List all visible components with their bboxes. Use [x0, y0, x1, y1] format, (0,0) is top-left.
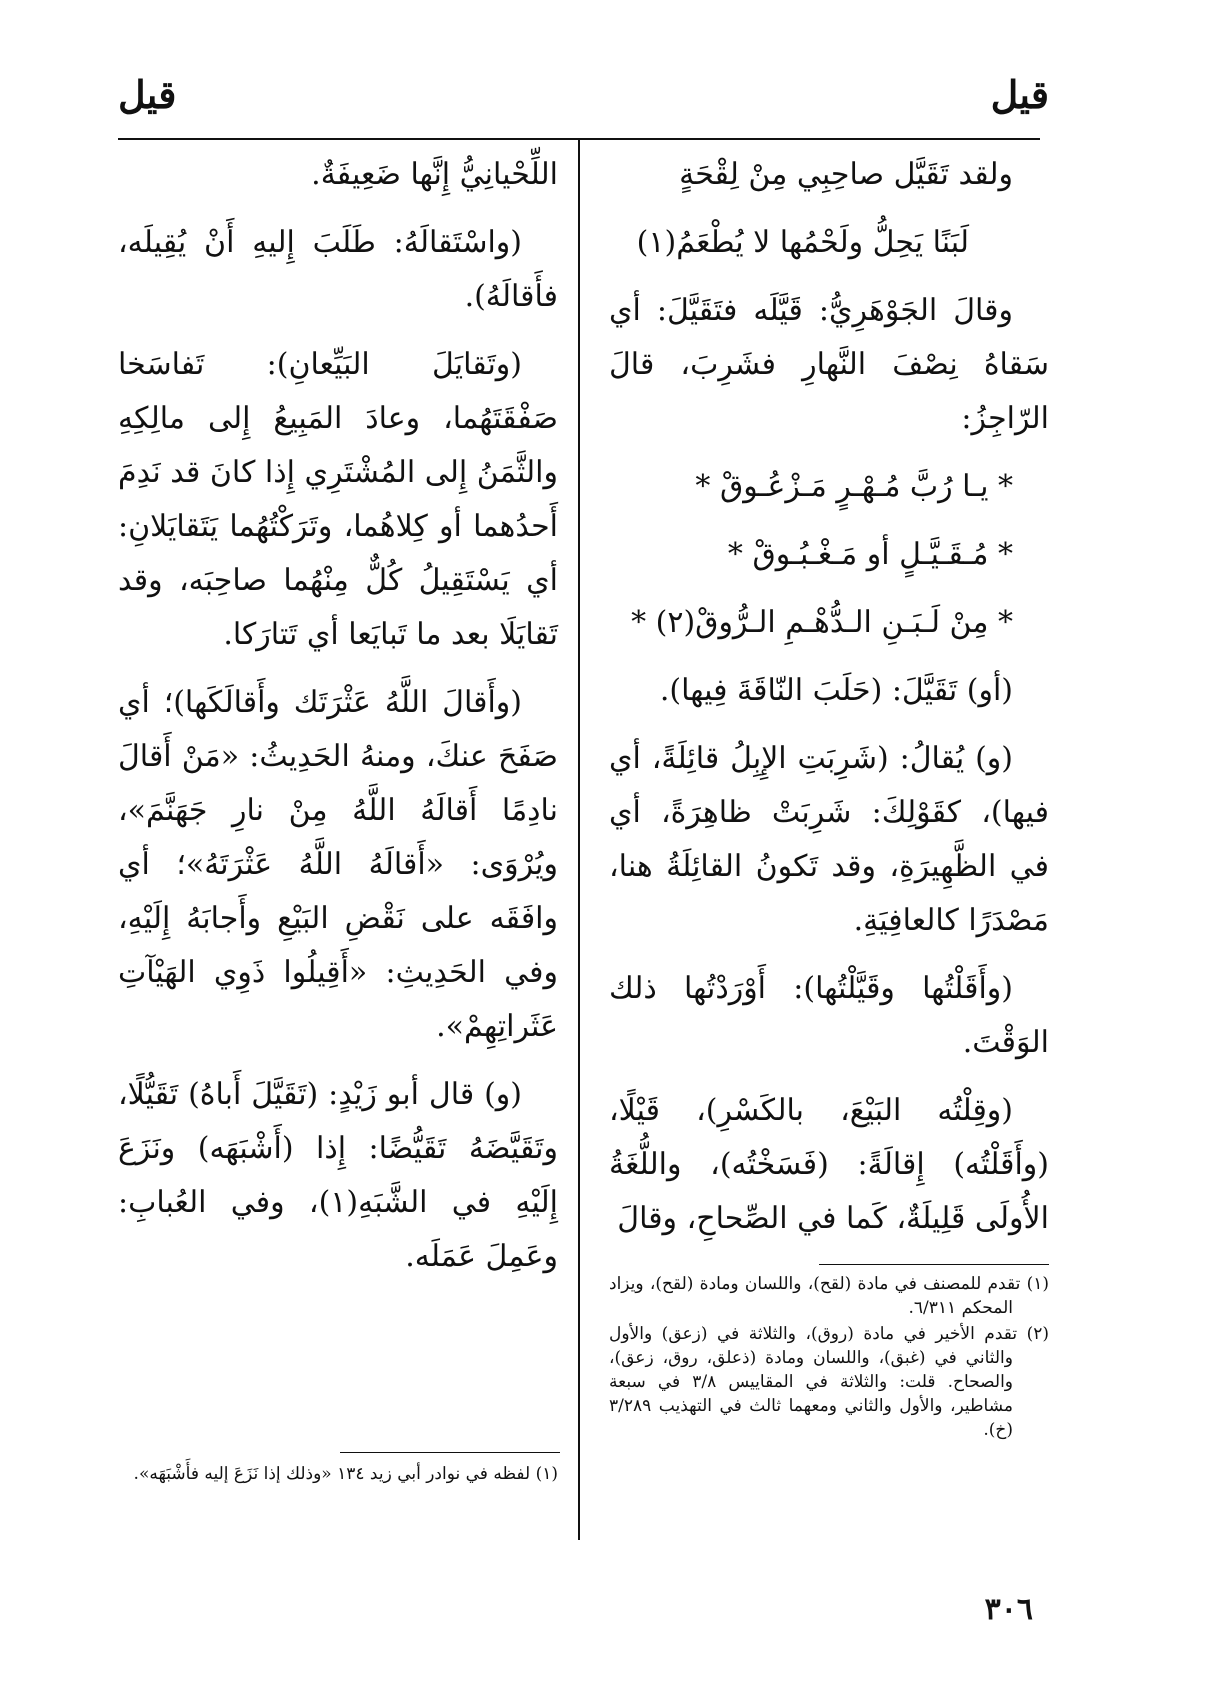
- paragraph-taqayala: (وتَقايَلَ البَيِّعانِ): تَفاسَخا صَفْقَتَهُما، وعادَ المَبِيعُ إِلى مالِكِهِ والثَّمَنُ إِلى المُشْتَرِي إِذا كانَ قد نَدِمَ أَحدُهما أو كِلاهُما، وتَرَكْتُهُما يَتَقايَلانِ: أي يَسْتَقِيلُ كُلٌّ مِنْهُما صاحِبَه، وقد تَقايَلَا بعد ما تَبايَعا أي تَتارَكا.: [118, 347, 558, 652]
- paragraph-aqaltuha: (وأَقَلْتُها وقَيَّلْتُها): أَوْرَدْتُها ذلك الوَقْتَ.: [609, 971, 1049, 1060]
- footnote-rule-left: [340, 1452, 560, 1453]
- paragraph-aqala-allah: (وأَقالَ اللَّهُ عَثْرَتَك وأَقالَكَها)؛ أي صَفَحَ عنكَ، ومنهُ الحَدِيثُ: «مَنْ أَقالَ نادِمًا أَقالَهُ اللَّهُ مِنْ نارِ جَهَنَّمَ»، ويُرْوَى: «أَقالَهُ اللَّهُ عَثْرَتَهُ»؛ أي وافَقَه على نَقْضِ البَيْعِ وأَجابَهُ إِلَيْهِ، وفي الحَدِيثِ: «أَقِيلُوا ذَوِي الهَيْآتِ عَثَراتِهِمْ».: [118, 685, 558, 1044]
- paragraph-qiltuhu: (وقِلْتُه البَيْعَ، بالكَسْرِ)، قَيْلًا، (وأَقَلْتُه) إِقالَةً: (فَسَخْتُه)، واللُّغَةُ الأُولَى قَلِيلَةٌ، كَما في الصِّحاحِ، وقالَ: [609, 1093, 1049, 1236]
- paragraph-abu-zayd: (و) قال أبو زَيْدٍ: (تَقَيَّلَ أَباهُ) تَقَيُّلًا، وتَقَيَّضَهُ تَقَيُّضًا: إِذا (أَشْبَهَه) ونَزَعَ إِلَيْهِ في الشَّبَهِ(١)، وفي العُبابِ: وعَمِلَ عَمَلَه.: [118, 1077, 558, 1274]
- running-header-right: قيل: [990, 72, 1049, 117]
- footnote-left-1: (١) لفظه في نوادر أبي زيد ١٣٤ «وذلك إذا نَزَعَ إليه فأَشْبَهَه».: [133, 1464, 558, 1484]
- verse-line-1: ولقد تَقَيَّل صاحِبِي مِنْ لِقْحَةٍ: [679, 157, 1013, 192]
- running-header-left: قيل: [118, 72, 177, 117]
- column-divider: [578, 140, 580, 1540]
- footnote-right-2: (٢) تقدم الأخير في مادة (روق)، والثلاثة في (زعق) والأول والثاني في (غبق)، واللسان ومادة (ذعلق، روق، زعق)، والصحاح. قلت: والثلاثة في المقاييس ٣/٨ في سبعة مشاطير، والأول والثاني ومعهما ثالث في التهذيب ٣/٢٨٩ (خ).: [609, 1324, 1049, 1440]
- rajaz-line-2: * مُـقَـيَّـلٍ أو مَـغْـبُـوقْ *: [727, 537, 1013, 572]
- paragraph-lihyani: اللِّحْيانِيُّ إِنَّها ضَعِيفَةٌ.: [311, 157, 558, 192]
- rajaz-line-1: * يـا رُبَّ مُـهْـرٍ مَـزْعُـوقْ *: [695, 469, 1013, 504]
- rajaz-line-3: * مِنْ لَـبَـنِ الـدُّهْـمِ الـرُّوقْ(٢) *: [631, 605, 1013, 640]
- left-column: [118, 148, 558, 1298]
- verse-line-2: لَبَنًا يَحِلُّ ولَحْمُها لا يُطْعَمُ(١): [636, 225, 969, 260]
- paragraph-jawhari: وقالَ الجَوْهَرِيُّ: قَيَّلَه فتَقَيَّلَ: أي سَقاهُ نِصْفَ النَّهارِ فشَرِبَ، قالَ الرّاجِزُ:: [609, 293, 1049, 436]
- paragraph-istaqalahu: (واسْتَقالَهُ: طَلَبَ إِليهِ أَنْ يُقِيلَه، فأَقالَهُ).: [118, 225, 558, 314]
- footnotes-right: [609, 1272, 1049, 1444]
- footnote-right-1: (١) تقدم للمصنف في مادة (لقح)، واللسان ومادة (لقح)، ويزاد المحكم ٦/٣١١.: [609, 1274, 1049, 1318]
- footnote-rule-right: [819, 1264, 1049, 1265]
- right-column: [609, 148, 1049, 1260]
- paragraph-qailah: (و) يُقالُ: (شَرِبَتِ الإِبِلُ قائِلَةً، أي فيها)، كقَوْلِكَ: شَرِبَتْ ظاهِرَةً، أي في الظَّهِيرَةِ، وقد تَكونُ القائِلَةُ هنا، مَصْدَرًا كالعافِيَةِ.: [609, 741, 1049, 938]
- footnotes-left: [118, 1462, 558, 1488]
- page-number: ٣٠٦: [984, 1592, 1033, 1627]
- paragraph-halab: (أو) تَقَيَّلَ: (حَلَبَ النّاقَةَ فِيها).: [659, 673, 1013, 708]
